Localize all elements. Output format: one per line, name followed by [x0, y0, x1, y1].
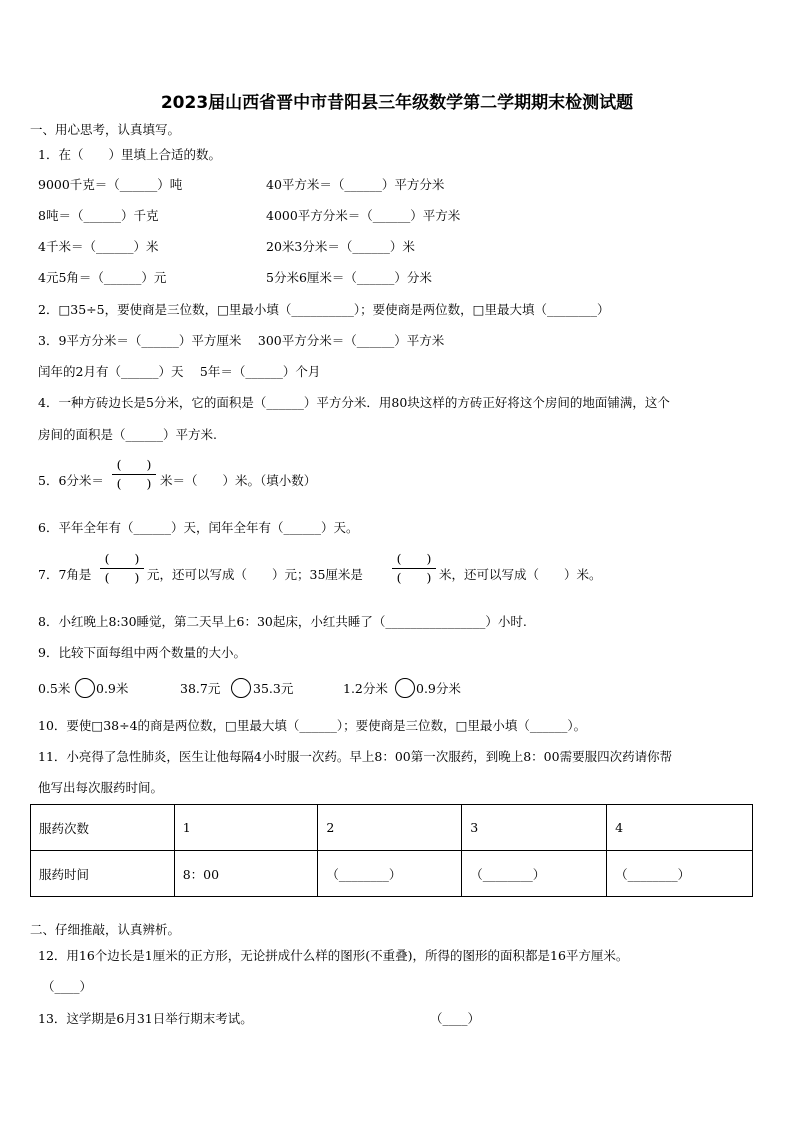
q7-denominator-1: ( ): [104, 570, 140, 585]
q1-r3a: 4千米＝（______）米: [38, 239, 159, 254]
q4-line2: 房间的面积是（______）平方米.: [38, 427, 217, 442]
table-cell: 1: [174, 805, 318, 851]
table-cell: 4: [607, 805, 753, 851]
table-cell: 2: [318, 805, 462, 851]
q12-answer: （____）: [42, 979, 93, 994]
q7-fraction-1: [100, 551, 144, 586]
q9-b-right: 35.3元: [253, 681, 294, 696]
q1-r2b: 4000平方分米＝（______）平方米: [266, 208, 461, 223]
q1-r4a: 4元5角＝（______）元: [38, 270, 167, 285]
table-cell: 3: [462, 805, 607, 851]
compare-circle-a[interactable]: [75, 678, 95, 698]
table-cell: （________）: [462, 851, 607, 897]
q7-denominator-2: ( ): [396, 570, 432, 585]
medication-table: [30, 804, 753, 897]
q9-b-left: 38.7元: [180, 681, 221, 696]
q9-a-left: 0.5米: [38, 681, 71, 696]
q5-fraction: [112, 457, 156, 492]
q5-numerator: ( ): [116, 457, 152, 472]
q6-text: 6．平年全年有（______）天，闰年全年有（______）天。: [38, 520, 359, 535]
q7-middle: 元，还可以写成（ ）元；35厘米是: [147, 567, 363, 582]
q13-answer: （____）: [430, 1011, 481, 1026]
fraction-bar: [112, 474, 156, 475]
table-cell: 服药次数: [31, 805, 175, 851]
q5-denominator: ( ): [116, 476, 152, 491]
q12-line1: 12．用16个边长是1厘米的正方形，无论拼成什么样的图形(不重叠)，所得的图形的面积都是16平方厘米。: [38, 948, 629, 963]
q1-r1b: 40平方米＝（______）平方分米: [266, 177, 445, 192]
q13-text: 13．这学期是6月31日举行期末考试。: [38, 1011, 253, 1026]
q2-text: 2．□35÷5，要使商是三位数，□里最小填（__________）；要使商是两位数，□里最大填（________）: [38, 302, 610, 317]
table-row: [31, 805, 753, 851]
q11-line1: 11．小亮得了急性肺炎，医生让他每隔4小时服一次药。早上8：00第一次服药，到晚上8：00需要服四次药请你帮: [38, 749, 673, 764]
q10-text: 10．要使□38÷4的商是两位数，□里最大填（______）；要使商是三位数，□里最小填（______）。: [38, 718, 587, 733]
q11-line2: 他写出每次服药时间。: [38, 780, 164, 795]
table-row: [31, 851, 753, 897]
fraction-bar: [100, 568, 144, 569]
table-cell: 8：00: [174, 851, 318, 897]
q1-r4b: 5分米6厘米＝（______）分米: [266, 270, 432, 285]
q9-c-left: 1.2分米: [343, 681, 388, 696]
section-two-heading: 二、仔细推敲，认真辨析。: [30, 922, 181, 937]
table-cell: （________）: [318, 851, 462, 897]
q8-text: 8．小红晚上8:30睡觉，第二天早上6：30起床，小红共睡了（________________）小时.: [38, 614, 527, 629]
table-cell: （________）: [607, 851, 753, 897]
q1-r1a: 9000千克＝（______）吨: [38, 177, 183, 192]
q3-line2: 闰年的2月有（______）天 5年＝（______）个月: [38, 364, 321, 379]
q5-suffix: 米＝（ ）米。（填小数）: [160, 473, 317, 488]
q4-line1: 4．一种方砖边长是5分米，它的面积是（______）平方分米．用80块这样的方砖正好将这个房间的地面铺满，这个: [38, 395, 670, 410]
q7-suffix: 米，还可以写成（ ）米。: [439, 567, 602, 582]
q7-fraction-2: [392, 551, 436, 586]
q9-stem: 9．比较下面每组中两个数量的大小。: [38, 645, 246, 660]
compare-circle-b[interactable]: [231, 678, 251, 698]
q1-r3b: 20米3分米＝（______）米: [266, 239, 415, 254]
section-one-heading: 一、用心思考，认真填写。: [30, 122, 181, 137]
q3-line1: 3．9平方分米＝（______）平方厘米 300平方分米＝（______）平方米: [38, 333, 445, 348]
compare-circle-c[interactable]: [395, 678, 415, 698]
table-cell: 服药时间: [31, 851, 175, 897]
q7-numerator-2: ( ): [396, 551, 432, 566]
q9-a-right: 0.9米: [96, 681, 129, 696]
q1-r2a: 8吨＝（______）千克: [38, 208, 159, 223]
q9-c-right: 0.9分米: [416, 681, 461, 696]
q5-prefix: 5．6分米＝: [38, 473, 104, 488]
q7-prefix: 7．7角是: [38, 567, 92, 582]
q7-numerator-1: ( ): [104, 551, 140, 566]
q1-stem: 1．在（ ）里填上合适的数。: [38, 147, 221, 162]
fraction-bar: [392, 568, 436, 569]
page-title: 2023届山西省晋中市昔阳县三年级数学第二学期期末检测试题: [160, 93, 634, 113]
